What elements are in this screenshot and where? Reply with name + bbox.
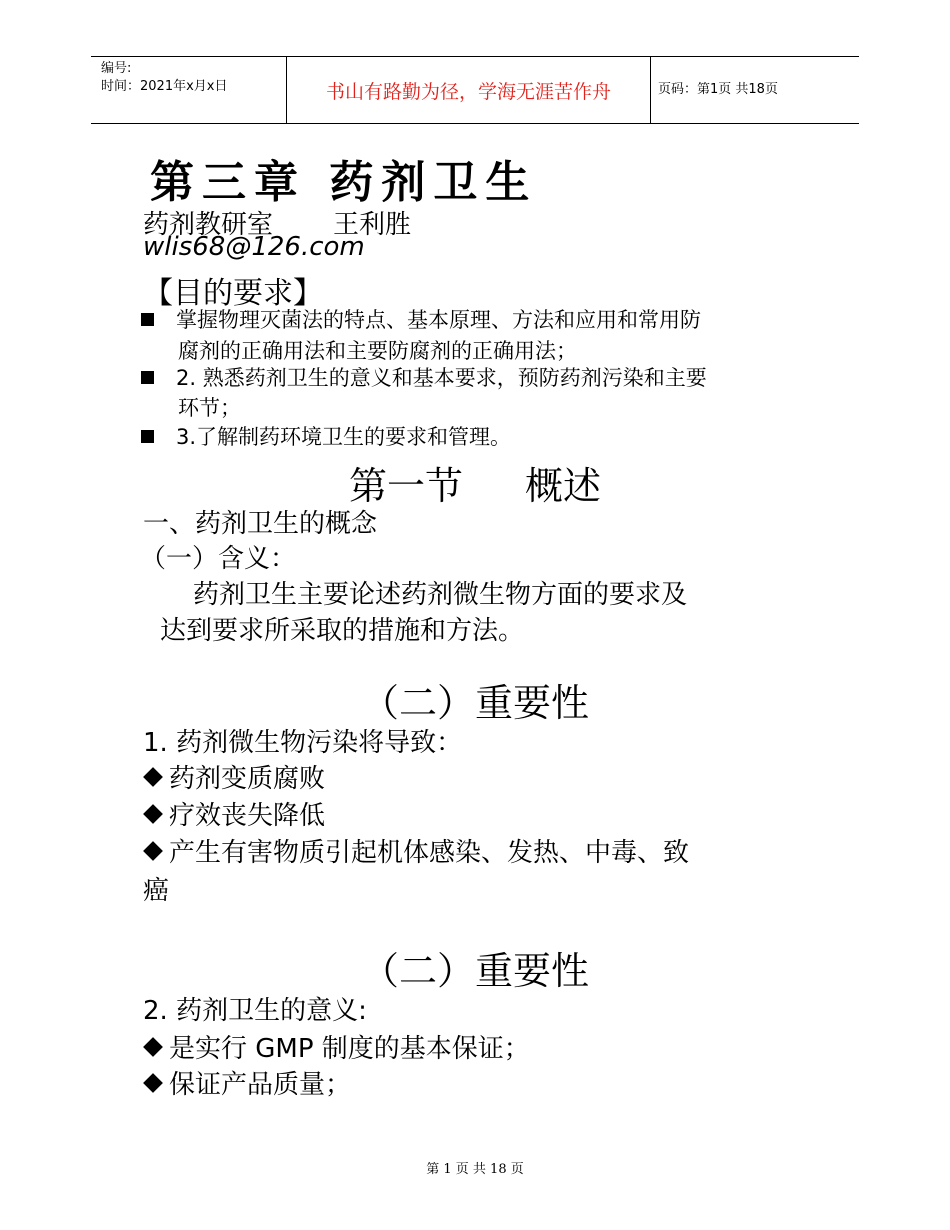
author-name: 王利胜: [333, 210, 412, 240]
objective-item-cont: 环节；: [178, 396, 241, 420]
bullet-square-icon: [141, 430, 154, 443]
objective-item: 2. 熟悉药剂卫生的意义和基本要求，预防药剂污染和主要: [141, 363, 707, 394]
bullet-square-icon: [141, 371, 154, 384]
diamond-bullet-icon: [143, 841, 163, 861]
concept-subheading: （一）含义：: [140, 544, 297, 574]
bullet-square-icon: [141, 313, 154, 326]
list-item: 是实行 GMP 制度的基本保证；: [143, 1028, 530, 1065]
author-dept: 药剂教研室: [143, 210, 274, 240]
concept-paragraph-line2: 达到要求所采取的措施和方法。: [160, 616, 525, 646]
concept-heading: 一、药剂卫生的概念: [143, 509, 378, 539]
diamond-bullet-icon: [143, 767, 163, 787]
objective-item: 3.了解制药环境卫生的要求和管理。: [141, 422, 511, 453]
objectives-heading: 【目的要求】: [143, 276, 323, 311]
concept-paragraph-line1: 药剂卫生主要论述药剂微生物方面的要求及: [193, 580, 688, 610]
importance-lead: 1. 药剂微生物污染将导致：: [143, 728, 463, 758]
diamond-bullet-icon: [143, 804, 163, 824]
list-item: 疗效丧失降低: [143, 795, 325, 832]
importance-lead: 2. 药剂卫生的意义:: [143, 996, 367, 1026]
page-footer: 第 1 页 共 18 页: [426, 1162, 524, 1177]
objective-item-cont: 腐剂的正确用法和主要防腐剂的正确用法；: [178, 339, 577, 363]
list-item: 保证产品质量；: [143, 1064, 351, 1101]
header-left-cell: [91, 57, 286, 123]
author-email: wlis68@126.com: [143, 232, 365, 262]
list-item: 药剂变质腐败: [143, 758, 325, 795]
importance-heading: （二）重要性: [360, 681, 589, 725]
list-item: 产生有害物质引起机体感染、发热、中毒、致: [143, 832, 689, 869]
header-page-cell: [650, 57, 859, 123]
section-title: 第一节 概述: [348, 464, 602, 508]
motto: 书山有路勤为径，学海无涯苦作舟: [325, 80, 611, 103]
diamond-bullet-icon: [143, 1037, 163, 1057]
page-header: [91, 56, 859, 124]
serial-label: 编号:: [101, 61, 132, 76]
date-label: 时间：2021年x月x日: [101, 79, 228, 94]
importance-heading: （二）重要性: [360, 949, 589, 993]
diamond-bullet-icon: [143, 1073, 163, 1093]
header-motto-cell: [286, 57, 651, 123]
page-label: 页码：第1页 共18页: [658, 82, 778, 97]
objective-item: 掌握物理灭菌法的特点、基本原理、方法和应用和常用防: [141, 305, 701, 336]
list-item-cont: 癌: [143, 876, 170, 906]
chapter-title: 第三章 药剂卫生: [150, 157, 538, 208]
